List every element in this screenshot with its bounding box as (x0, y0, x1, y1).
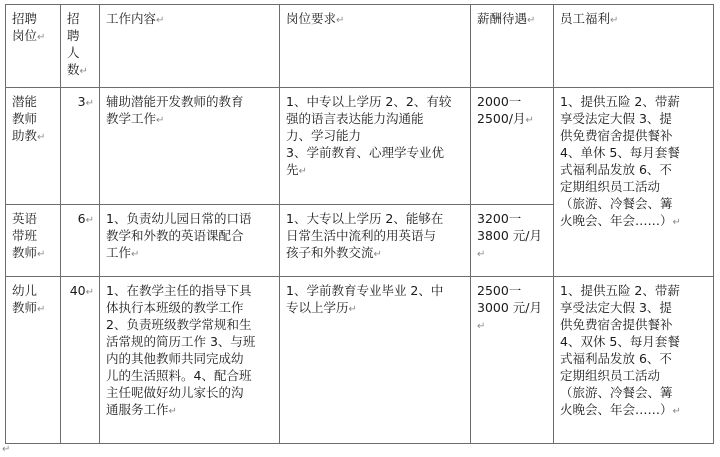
count-cell: 40↵ (61, 277, 100, 444)
paragraph-mark-icon: ↵ (37, 249, 46, 260)
requirements-cell: 1、学前教育专业毕业 2、中 专以上学历↵ (280, 277, 471, 444)
paragraph-mark-icon: ↵ (527, 15, 536, 26)
table-row (6, 88, 714, 205)
paragraph-mark-icon: ↵ (85, 215, 94, 226)
header-row (6, 5, 714, 88)
header-count: 招 聘 人 数↵ (61, 5, 100, 88)
paragraph-mark-icon: ↵ (168, 406, 177, 417)
paragraph-mark-icon: ↵ (85, 287, 94, 298)
salary-cell: 2500一 3000 元/月↵ (471, 277, 554, 444)
paragraph-mark-icon: ↵ (37, 304, 46, 315)
paragraph-mark-icon: ↵ (477, 249, 486, 260)
benefits-cell: 1、提供五险 2、带薪 享受法定大假 3、提 供免费宿舍提供餐补 4、双休 5、每月套餐 式福利品发放 6、不 定期组织员工活动 （旅游、冷餐会、篝 火晚会、年会……）↵ (554, 277, 714, 444)
paragraph-mark-icon: ↵ (610, 15, 619, 26)
position-cell: 潜能 教师 助教↵ (6, 88, 61, 205)
paragraph-mark-icon: ↵ (336, 15, 345, 26)
salary-cell: 2000一 2500/月↵ (471, 88, 554, 205)
requirements-cell: 1、大专以上学历 2、能够在 日常生活中流利的用英语与 孩子和外教交流↵ (280, 205, 471, 277)
paragraph-mark-icon: ↵ (373, 249, 382, 260)
duties-cell: 1、负责幼儿园日常的口语 教学和外教的英语课配合 工作↵ (100, 205, 280, 277)
table-row (6, 277, 714, 444)
paragraph-mark-icon: ↵ (298, 166, 307, 177)
duties-cell: 辅助潜能开发教师的教育 教学工作↵ (100, 88, 280, 205)
duties-cell: 1、在教学主任的指导下具 体执行本班级的教学工作 2、负责班级教学常规和生 活常规的简历工作 3、与班 内的其他教师共同完成幼 儿的生活照料。4、配合班 主任呢做好幼儿家长的沟 通服务工作↵ (100, 277, 280, 444)
benefits-cell: 1、提供五险 2、带薪 享受法定大假 3、提 供免费宿舍提供餐补 4、单休 5、每月套餐 式福利品发放 6、不 定期组织员工活动 （旅游、冷餐会、篝 火晚会、年会……）↵ (554, 88, 714, 277)
paragraph-mark-icon: ↵ (348, 304, 357, 315)
paragraph-mark-icon: ↵ (2, 444, 11, 455)
paragraph-mark-icon: ↵ (37, 32, 46, 43)
position-cell: 英语 带班 教师↵ (6, 205, 61, 277)
recruitment-table (5, 4, 714, 444)
header-benefits: 员工福利↵ (554, 5, 714, 88)
salary-cell: 3200一 3800 元/月↵ (471, 205, 554, 277)
paragraph-mark-icon: ↵ (131, 249, 140, 260)
header-duties: 工作内容↵ (100, 5, 280, 88)
paragraph-mark-icon: ↵ (156, 115, 165, 126)
count-cell: 6↵ (61, 205, 100, 277)
header-position: 招聘 岗位↵ (6, 5, 61, 88)
paragraph-mark-icon: ↵ (525, 115, 534, 126)
header-salary: 薪酬待遇↵ (471, 5, 554, 88)
requirements-cell: 1、中专以上学历 2、2、有较 强的语言表达能力沟通能 力、学习能力 3、学前教育、心理学专业优 先↵ (280, 88, 471, 205)
header-requirements: 岗位要求↵ (280, 5, 471, 88)
paragraph-mark-icon: ↵ (156, 15, 165, 26)
position-cell: 幼儿 教师↵ (6, 277, 61, 444)
paragraph-mark-icon: ↵ (79, 66, 88, 77)
paragraph-mark-icon: ↵ (37, 132, 46, 143)
paragraph-mark-icon: ↵ (477, 321, 486, 332)
count-cell: 3↵ (61, 88, 100, 205)
paragraph-mark-icon: ↵ (85, 98, 94, 109)
paragraph-mark-icon: ↵ (672, 217, 681, 228)
paragraph-mark-icon: ↵ (672, 406, 681, 417)
